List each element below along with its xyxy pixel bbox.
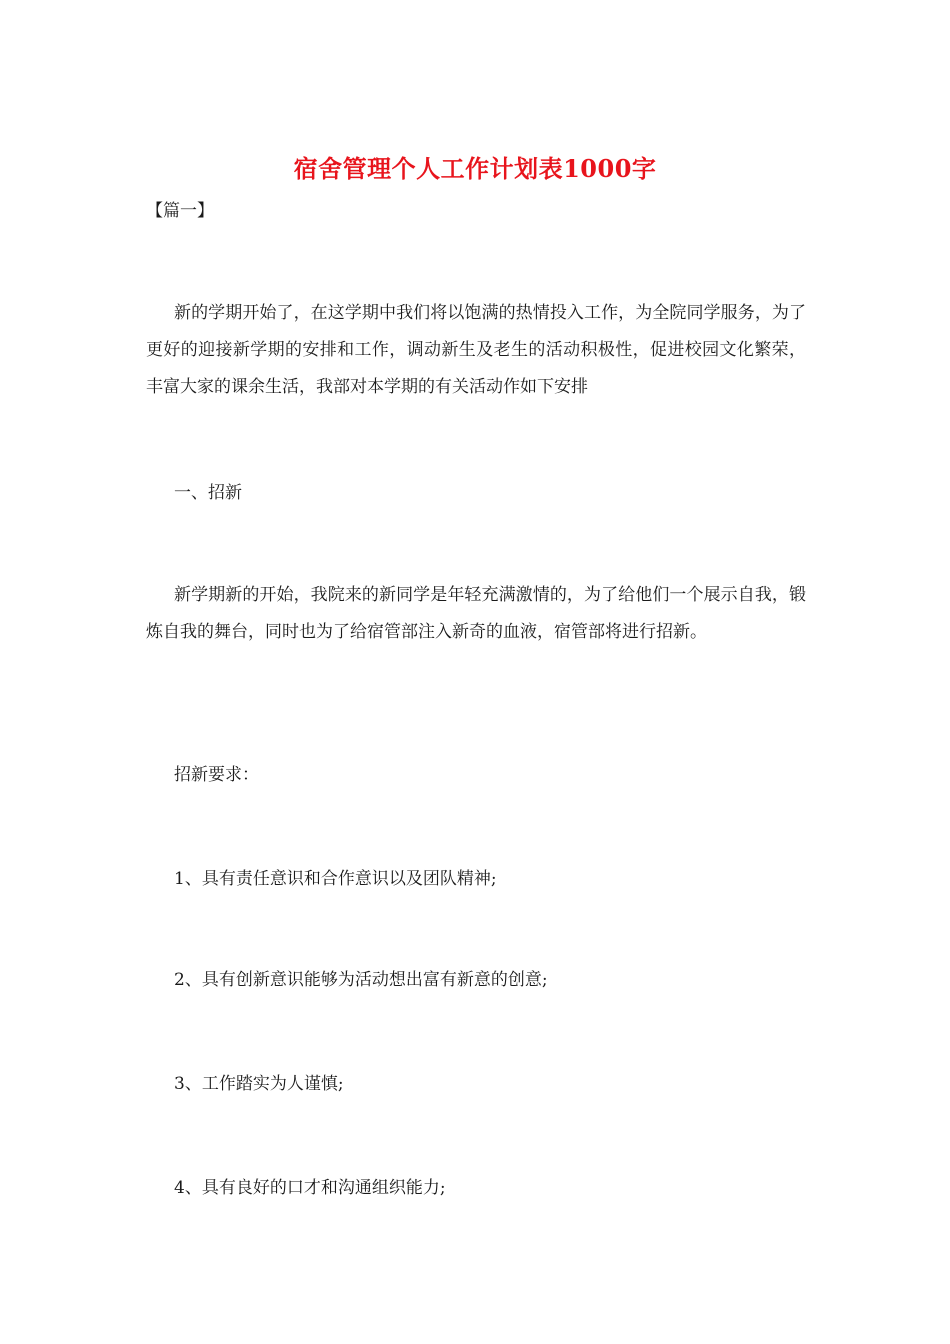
section-tag: 【篇一】 (146, 201, 214, 221)
requirement-item-1: 1、具有责任意识和合作意识以及团队精神; (174, 869, 497, 889)
document-title: 宿舍管理个人工作计划表1000字 (293, 154, 657, 183)
heading-recruitment: 一、招新 (174, 483, 242, 503)
requirements-label: 招新要求： (174, 765, 259, 785)
requirement-item-3: 3、工作踏实为人谨慎; (174, 1074, 344, 1094)
requirement-item-4: 4、具有良好的口才和沟通组织能力; (174, 1178, 446, 1198)
intro-paragraph: 新的学期开始了，在这学期中我们将以饱满的热情投入工作，为全院同学服务，为了更好的迎接新学期的安排和工作，调动新生及老生的活动积极性，促进校园文化繁荣，丰富大家的课余生活，我部对本学期的有关活动作如下安排 (146, 303, 806, 397)
requirement-item-2: 2、具有创新意识能够为活动想出富有新意的创意; (174, 970, 548, 990)
recruitment-paragraph: 新学期新的开始，我院来的新同学是年轻充满激情的，为了给他们一个展示自我，锻炼自我的舞台，同时也为了给宿管部注入新奇的血液，宿管部将进行招新。 (146, 585, 806, 642)
